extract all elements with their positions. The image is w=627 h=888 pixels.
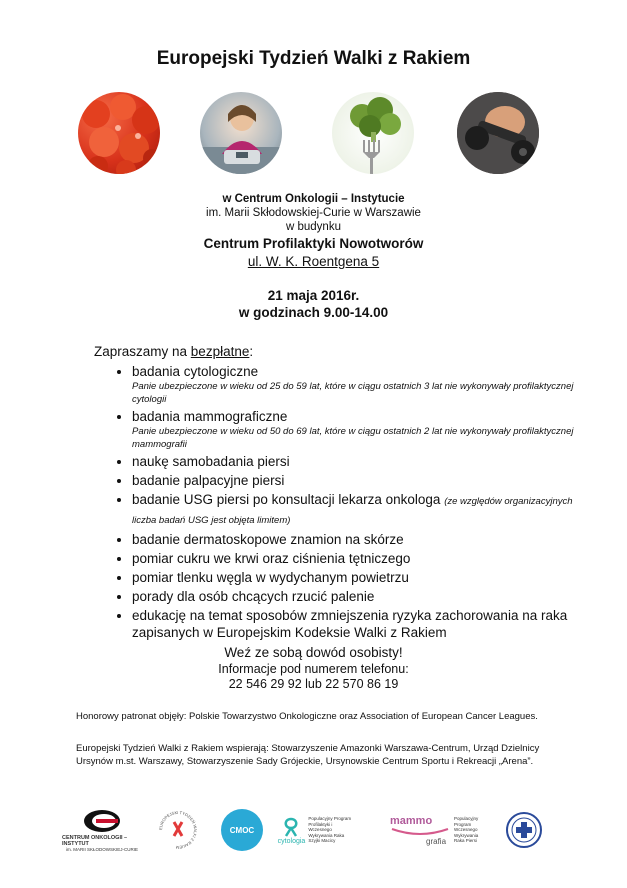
ewr-logo [152,805,204,855]
list-item-text: badanie dermatoskopowe znamion na skórze [132,532,404,547]
list-item-text: edukację na temat sposobów zmniejszenia ryzyka zachorowania na raka zapisanych w Europejskim Kodeksie Walki z Rakiem [132,608,568,640]
bring-id-notice: Weź ze sobą dowód osobisty! [224,645,403,660]
woman-on-scale-image [200,92,282,174]
supporters-text: Europejski Tydzień Walki z Rakiem wspierają: Stowarzyszenie Amazonki Warszawa-Centrum, Urząd Dzielnicy Ursynów m.st. Warszawy, Stowarzyszenie Sady Grójeckie, Ursynowskie Centrum Sportu i Rekreacji „Arena”. [76,743,540,767]
list-item [132,453,592,470]
list-item [132,472,592,489]
intro-text [94,344,253,359]
dumbbell-image [457,92,539,174]
list-item-text: badania mammograficzne [132,409,288,424]
tomatoes-image [78,92,160,174]
ministry-health-logo [502,805,546,855]
venue-center-name: Centrum Profilaktyki Nowotworów [203,236,424,251]
intro-emphasis: bezpłatne [190,344,250,359]
mammo-program: Populacyjny Program Wczesnego Wykrywania Raka Piersi [454,816,479,844]
event-hours: w godzinach 9.00-14.00 [238,305,389,320]
list-item [132,491,592,529]
list-item-text: naukę samobadania piersi [132,454,290,469]
cytologia-program: Populacyjny Program Profilaktyki i Wczesnego Wykrywania Raka Szyjki Macicy [308,816,352,844]
intro-prefix: Zapraszamy na [94,344,191,359]
event-date: 21 maja 2016r. [267,288,360,303]
page-title: Europejski Tydzień Walki z Rakiem [156,48,471,69]
mammo-swoosh-icon [390,827,450,837]
venue-address: ul. W. K. Roentgena 5 [247,254,380,269]
cmoc-logo [218,805,266,855]
patronage-text: Honorowy patronat objęły: Polskie Towarzystwo Onkologiczne oraz Association of European Cancer Leagues. [76,711,538,722]
list-item [132,531,592,548]
list-item-text: badania cytologiczne [132,364,259,379]
cmoc-label: CMOC [221,809,263,851]
svg-text:EUROPEJSKI TYDZIEŃ WALKI Z RAK: EUROPEJSKI TYDZIEŃ WALKI Z RAKIEM [157,809,199,851]
ewr-emblem-icon [154,806,202,854]
list-item [132,408,592,451]
list-item [132,569,592,586]
cytologia-logo [276,805,354,855]
venue-line: im. Marii Skłodowskiej-Curie w Warszawie [206,207,421,219]
list-item-note: (ze względów organizacyjnych liczba badań USG jest objęta limitem) [132,496,573,526]
venue-line: w Centrum Onkologii – Instytucie [222,193,405,205]
phone-numbers: 22 546 29 92 lub 22 570 86 19 [228,677,399,691]
list-item-text: pomiar tlenku węgla w wydychanym powietrzu [132,570,409,585]
list-item [132,588,592,605]
mammografia-logo [380,805,498,855]
broccoli-fork-image [332,92,414,174]
intro-suffix: : [249,344,254,359]
mammo-brand: mammo [390,814,433,827]
list-item-note: Panie ubezpieczone w wieku od 50 do 69 lat, które w ciągu ostatnich 2 lat nie wykonywały profilaktycznej mammografii [132,426,574,450]
venue-line: w budynku [286,221,341,233]
list-item-text: pomiar cukru we krwi oraz ciśnienia tętniczego [132,551,411,566]
coi-logo [62,805,142,855]
list-item [132,550,592,567]
cytologia-brand: cytologia [277,837,306,845]
info-line: Informacje pod numerem telefonu: [218,662,409,676]
cytologia-ribbon-icon [280,816,302,838]
list-item-text: badanie palpacyjne piersi [132,473,285,488]
coi-emblem-icon [82,809,122,833]
list-item-note: Panie ubezpieczone w wieku od 25 do 59 lat, które w ciągu ostatnich 3 lat nie wykonywały profilaktycznej cytologii [132,381,574,405]
mammo-brand-suffix: grafia [426,836,447,846]
services-list [110,363,592,643]
ministry-emblem-icon [505,811,543,849]
list-item [132,607,592,641]
list-item-text: porady dla osób chcących rzucić palenie [132,589,375,604]
list-item [132,363,592,406]
coi-subtitle: im. MARII SKŁODOWSKIEJ-CURIE [65,846,138,852]
coi-name: CENTRUM ONKOLOGII – INSTYTUT [62,834,128,847]
list-item-text: badanie USG piersi po konsultacji lekarza onkologa [132,492,441,507]
